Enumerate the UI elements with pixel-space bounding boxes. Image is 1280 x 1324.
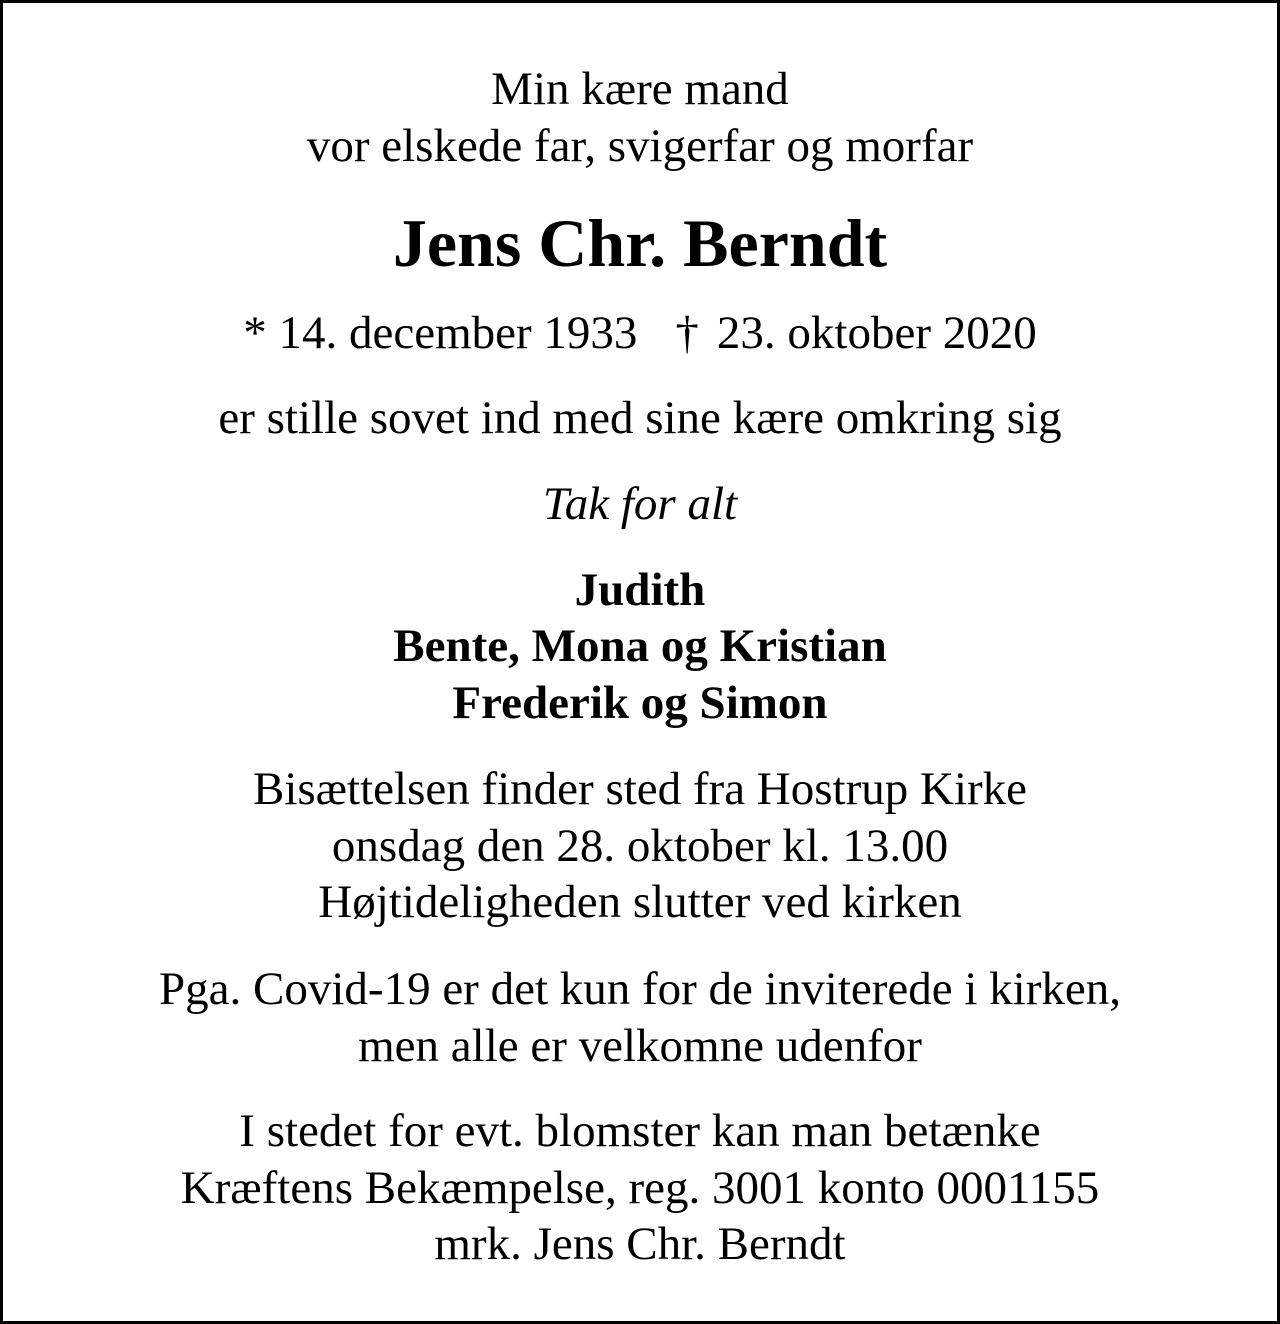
family-name-1: Judith (574, 564, 706, 616)
deceased-name: Jens Chr. Berndt (392, 205, 888, 281)
birth-date: * 14. december 1933 (243, 307, 638, 359)
covid-note-line-1: Pga. Covid-19 er det kun for de inviterede i kirken, (159, 963, 1121, 1015)
intro-line-2: vor elskede far, svigerfar og morfar (306, 120, 974, 172)
funeral-line-2: onsdag den 28. oktober kl. 13.00 (331, 820, 949, 872)
covid-note-line-2: men alle er velkomne udenfor (358, 1020, 922, 1072)
family-name-2: Bente, Mona og Kristian (393, 620, 887, 672)
death-cross-icon: † (675, 307, 699, 359)
life-dates (3, 307, 1277, 359)
funeral-line-3: Højtideligheden slutter ved kirken (318, 876, 962, 928)
intro-line-1: Min kære mand (491, 63, 789, 115)
passing-text: er stille sovet ind med sine kære omkring sig (218, 392, 1062, 444)
donation-line-3: mrk. Jens Chr. Berndt (434, 1218, 846, 1270)
donation-line-1: I stedet for evt. blomster kan man betænke (239, 1105, 1041, 1157)
family-name-3: Frederik og Simon (452, 677, 828, 729)
thanks-text: Tak for alt (542, 478, 738, 530)
donation-line-2: Kræftens Bekæmpelse, reg. 3001 konto 0001155 (180, 1162, 1100, 1214)
funeral-line-1: Bisættelsen finder sted fra Hostrup Kirke (252, 763, 1028, 815)
death-date: 23. oktober 2020 (716, 307, 1037, 359)
